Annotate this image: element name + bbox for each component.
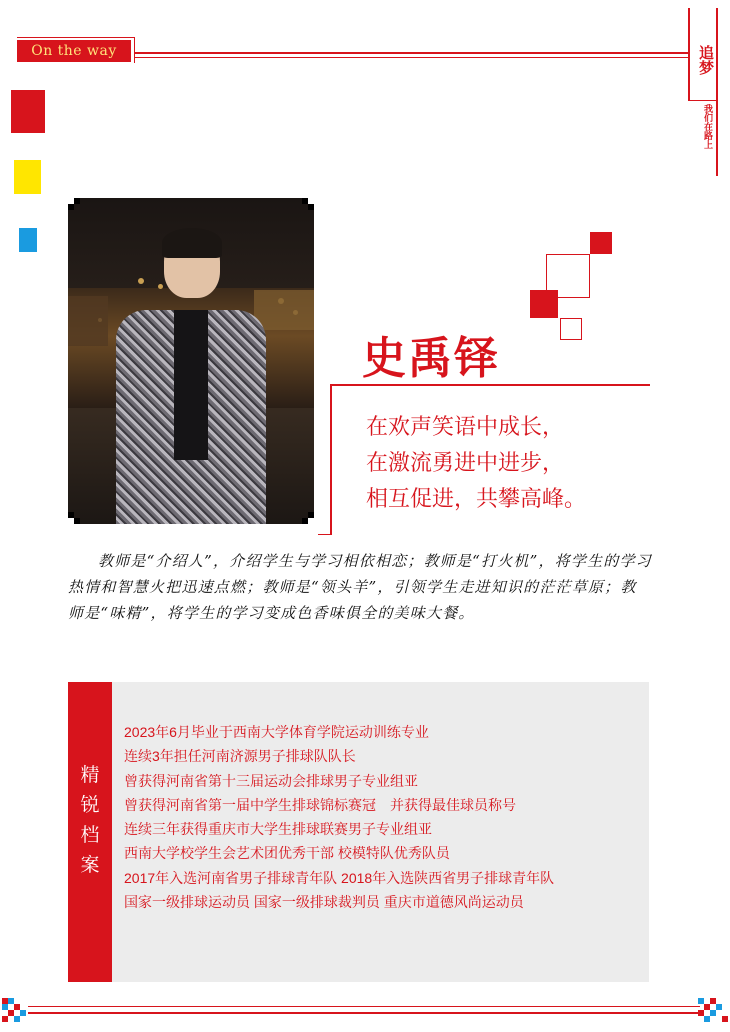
archive-list: [124, 720, 554, 914]
slogan-rule-foot: [318, 534, 332, 535]
archive-label-char: 锐: [80, 794, 100, 816]
footer-rule-thin: [28, 1006, 700, 1007]
archive-label-char: 档: [80, 824, 100, 846]
header-tag: On the way: [17, 40, 131, 62]
slogan-line: 在激流勇进中进步，: [366, 451, 565, 476]
archive-label: [68, 760, 112, 880]
deco-square-outline-2: [560, 318, 582, 340]
side-title: 追梦: [697, 45, 715, 75]
deco-square-filled-1: [590, 232, 612, 254]
slogan-vertical-rule: [330, 384, 332, 534]
slogan-rule: [330, 384, 650, 386]
deco-square-filled-2: [530, 290, 558, 318]
footer-corner-right: [698, 998, 728, 1022]
header-rule: [135, 52, 690, 54]
list-item: 连续3年担任河南济源男子排球队队长: [124, 748, 356, 765]
archive-label-char: 案: [80, 854, 100, 876]
footer-rule: [28, 1012, 700, 1014]
list-item: 西南大学校学生会艺术团优秀干部 校模特队优秀队员: [124, 845, 450, 862]
footer-corner-left: [2, 998, 32, 1022]
list-item: 2023年6月毕业于西南大学体育学院运动训练专业: [124, 724, 429, 740]
yellow-block: [14, 160, 41, 194]
list-item: 2017年入选河南省男子排球青年队 2018年入选陕西省男子排球青年队: [124, 869, 555, 886]
person-name: 史禹铎: [362, 333, 500, 384]
intro-paragraph: 教师是“介绍人”，介绍学生与学习相依相恋；教师是“打火机”，将学生的学习热情和智慧火把迅速点燃；教师是“领头羊”，引领学生走进知识的茫茫草原；教师是“味精”，将学生的学习变成色香味俱全的美味大餐。: [68, 552, 652, 622]
slogan: [366, 410, 586, 518]
photo-corner-br: [308, 518, 314, 524]
side-vertical-rule: [716, 8, 718, 176]
list-item: 连续三年获得重庆市大学生排球联赛男子专业组亚: [124, 821, 432, 838]
list-item: 曾获得河南省第一届中学生排球锦标赛冠 并获得最佳球员称号: [124, 796, 516, 813]
side-subtitle: 我们在路上: [702, 104, 712, 149]
archive-label-char: 精: [80, 764, 100, 786]
header-rule-thin: [135, 57, 690, 58]
portrait-photo: [68, 198, 314, 524]
slogan-line: 相互促进，共攀高峰。: [366, 487, 587, 512]
list-item: 曾获得河南省第十三届运动会排球男子专业组亚: [124, 772, 418, 789]
red-block: [11, 90, 45, 133]
slogan-line: 在欢声笑语中成长，: [366, 415, 565, 440]
blue-block: [19, 228, 37, 252]
list-item: 国家一级排球运动员 国家一级排球裁判员 重庆市道德风尚运动员: [124, 894, 524, 911]
side-rule: [688, 100, 718, 101]
